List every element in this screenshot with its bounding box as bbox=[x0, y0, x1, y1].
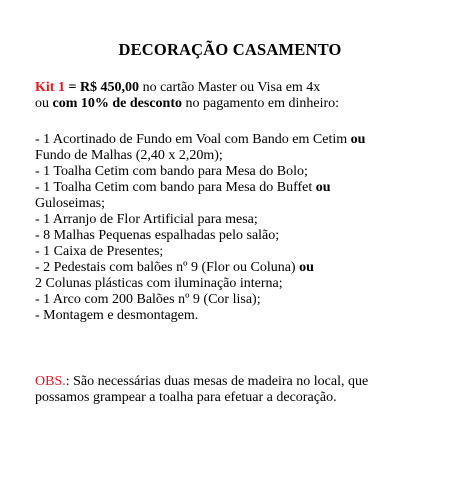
or-connector: ou bbox=[299, 260, 314, 275]
page-title: DECORAÇÃO CASAMENTO bbox=[118, 40, 342, 59]
item-text: - 1 Arranjo de Flor Artificial para mesa; bbox=[35, 212, 258, 227]
list-item bbox=[35, 244, 435, 260]
items-list bbox=[35, 132, 435, 324]
list-item bbox=[35, 292, 435, 308]
list-item bbox=[35, 196, 435, 212]
item-text: 2 Colunas plásticas com iluminação interna; bbox=[35, 276, 283, 291]
list-item bbox=[35, 276, 435, 292]
obs-text-1: : São necessárias duas mesas de madeira no local, que bbox=[65, 374, 369, 389]
discount-suffix: no pagamento em dinheiro: bbox=[182, 96, 340, 111]
item-text: Guloseimas; bbox=[35, 196, 105, 211]
list-item bbox=[35, 180, 435, 196]
list-item bbox=[35, 228, 435, 244]
item-text: Fundo de Malhas (2,40 x 2,20m); bbox=[35, 148, 223, 163]
list-item bbox=[35, 164, 435, 180]
item-text: - Montagem e desmontagem. bbox=[35, 308, 199, 323]
or-connector: ou bbox=[315, 180, 331, 195]
equals-sign: = bbox=[64, 80, 80, 95]
list-item bbox=[35, 132, 435, 148]
item-text: - 8 Malhas Pequenas espalhadas pelo salão; bbox=[35, 228, 280, 243]
price-value: R$ 450,00 bbox=[79, 80, 140, 95]
kit-label: Kit 1 bbox=[35, 80, 65, 95]
discount-text: com 10% de desconto bbox=[52, 96, 182, 111]
obs-note bbox=[35, 374, 435, 406]
discount-line bbox=[35, 96, 435, 112]
obs-text-2: possamos grampear a toalha para efetuar a decoração. bbox=[35, 390, 337, 405]
item-text: - 1 Caixa de Presentes; bbox=[35, 244, 164, 259]
discount-prefix: ou bbox=[35, 96, 53, 111]
price-intro bbox=[35, 80, 435, 112]
list-item bbox=[35, 308, 435, 324]
item-text: - 1 Toalha Cetim com bando para Mesa do Bolo; bbox=[35, 164, 308, 179]
list-item bbox=[35, 260, 435, 276]
obs-line-2 bbox=[35, 390, 435, 406]
obs-line-1 bbox=[35, 374, 435, 390]
list-item bbox=[35, 212, 435, 228]
item-text: - 1 Acortinado de Fundo em Voal com Bando em Cetim bbox=[35, 132, 351, 147]
or-connector: ou bbox=[350, 132, 366, 147]
price-line bbox=[35, 80, 435, 96]
item-text: - 1 Toalha Cetim com bando para Mesa do Buffet bbox=[35, 180, 316, 195]
item-text: - 1 Arco com 200 Balões nº 9 (Cor lisa); bbox=[35, 292, 261, 307]
card-text: no cartão Master ou Visa em 4x bbox=[139, 80, 321, 95]
item-text: - 2 Pedestais com balões nº 9 (Flor ou Coluna) bbox=[35, 260, 300, 275]
list-item bbox=[35, 148, 435, 164]
obs-label: OBS. bbox=[35, 374, 66, 389]
